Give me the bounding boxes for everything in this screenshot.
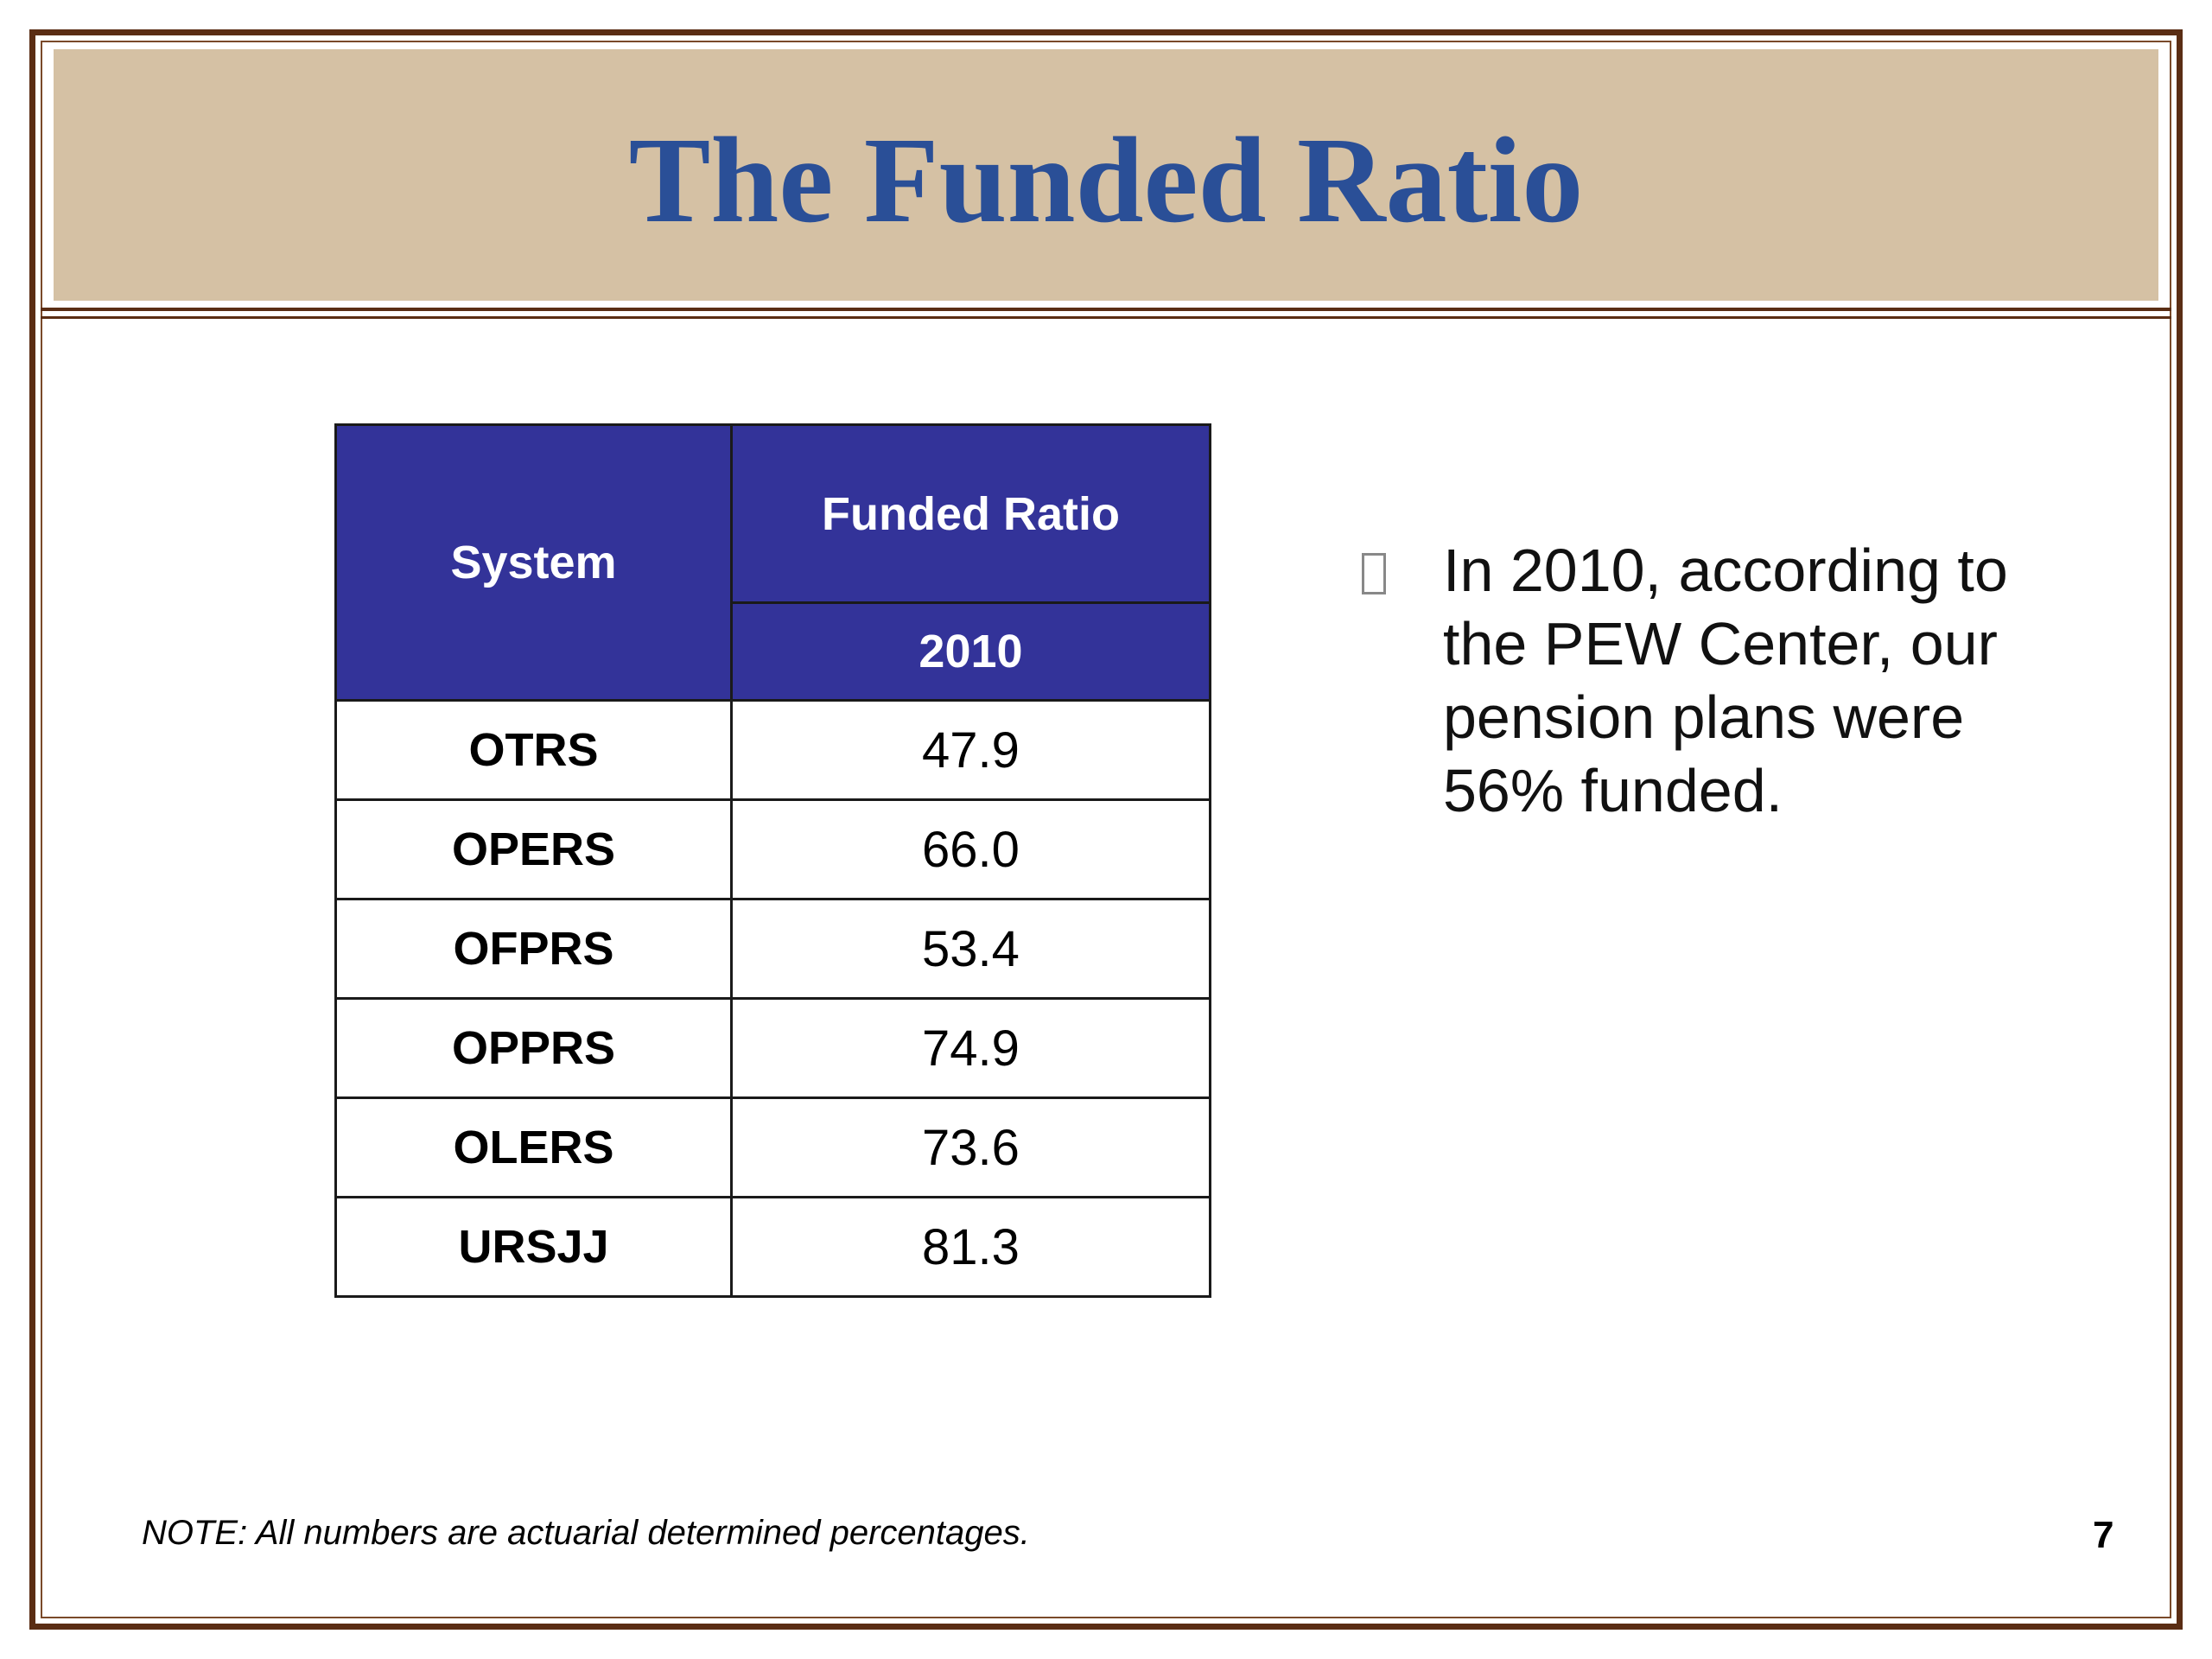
header-year: 2010 bbox=[732, 603, 1211, 701]
system-cell: OLERS bbox=[336, 1098, 732, 1198]
system-cell: OPPRS bbox=[336, 999, 732, 1098]
ratio-cell: 66.0 bbox=[732, 800, 1211, 899]
system-cell: OPERS bbox=[336, 800, 732, 899]
bullet-icon bbox=[1362, 553, 1386, 594]
table-row bbox=[336, 701, 1211, 800]
table-row bbox=[336, 1198, 1211, 1297]
ratio-cell: 81.3 bbox=[732, 1198, 1211, 1297]
bullet-text: In 2010, according to the PEW Center, our pension plans were 56% funded. bbox=[1443, 537, 2008, 824]
header-funded-ratio: Funded Ratio bbox=[732, 425, 1211, 603]
table-row bbox=[336, 999, 1211, 1098]
title-divider-secondary bbox=[41, 316, 2171, 319]
system-cell: URSJJ bbox=[336, 1198, 732, 1297]
ratio-cell: 53.4 bbox=[732, 899, 1211, 999]
ratio-cell: 47.9 bbox=[732, 701, 1211, 800]
system-cell: OFPRS bbox=[336, 899, 732, 999]
ratio-cell: 73.6 bbox=[732, 1098, 1211, 1198]
table-row bbox=[336, 800, 1211, 899]
title-divider bbox=[41, 308, 2171, 311]
slide-title: The Funded Ratio bbox=[628, 111, 1584, 248]
ratio-cell: 74.9 bbox=[732, 999, 1211, 1098]
footnote: NOTE: All numbers are actuarial determined percentages. bbox=[142, 1514, 1030, 1552]
system-cell: OTRS bbox=[336, 701, 732, 800]
header-system: System bbox=[336, 425, 732, 701]
page-number: 7 bbox=[2093, 1514, 2114, 1556]
funded-ratio-table bbox=[334, 423, 1211, 1298]
table-row bbox=[336, 1098, 1211, 1198]
table-row bbox=[336, 899, 1211, 999]
